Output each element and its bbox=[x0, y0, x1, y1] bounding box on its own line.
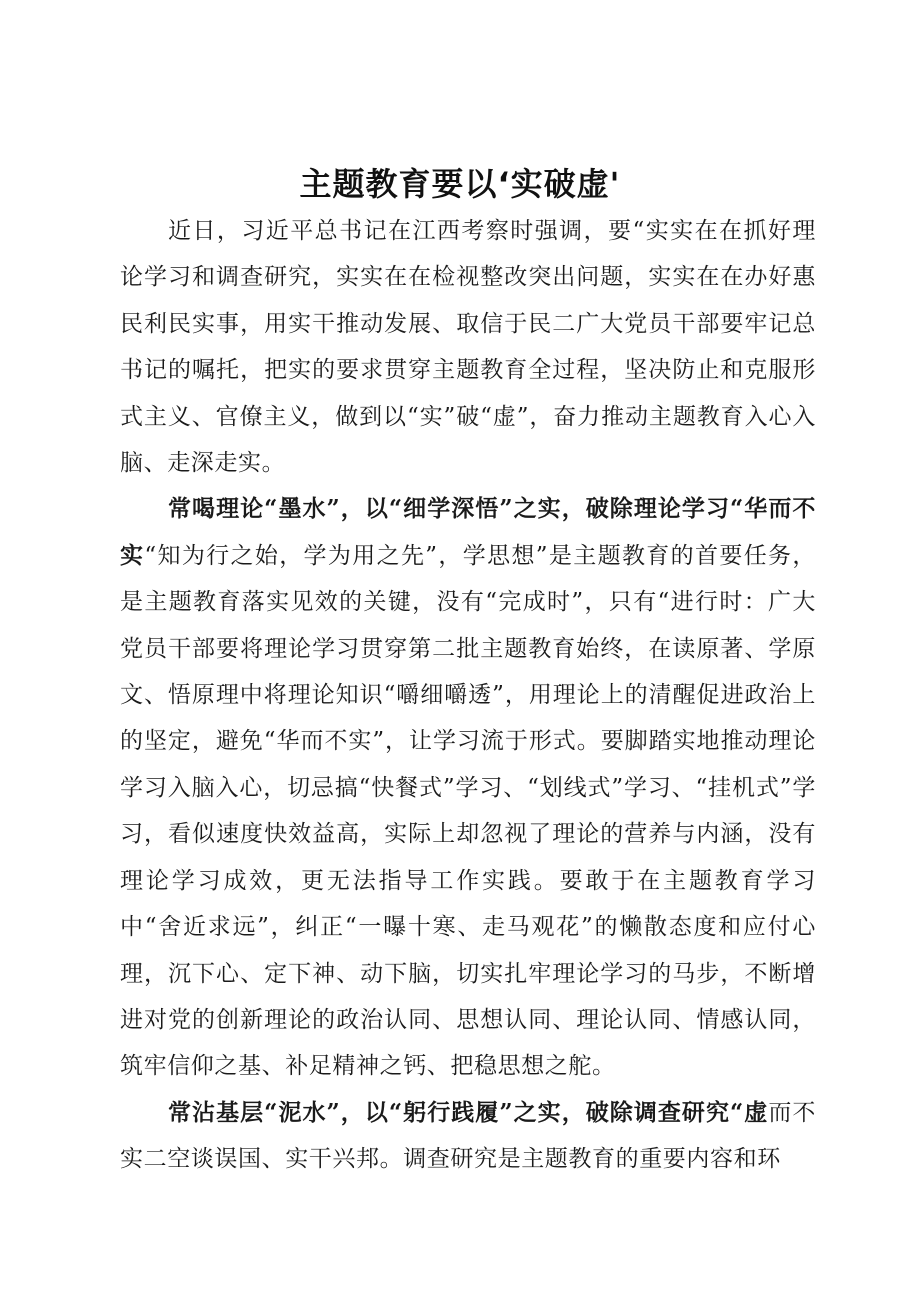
paragraph-field-research bbox=[120, 1090, 816, 1183]
document-title: 主题教育要以‘实破虚' bbox=[299, 165, 621, 203]
paragraph-text: 而不实二空谈误国、实干兴邦。调查研究是主题教育的重要内容和环 bbox=[120, 1099, 816, 1173]
document-body bbox=[120, 208, 816, 1183]
paragraph-text: “知为行之始，学为用之先”，学思想”是主题教育的首要任务，是主题教育落实见效的关键，没有“完成时”，只有“进行时：广大党员干部要将理论学习贯穿第二批主题教育始终，在读原著、学原文、悟原理中将理论知识“嚼细嚼透”，用理论上的清醒促进政治上的坚定，避免“华而不实”，让学习流于形式。要脚踏实地推动理论学习入脑入心，切忌搞“快餐式”学习、“划线式”学习、“挂机式”学习，看似速度快效益高，实际上却忽视了理论的营养与内涵，没有理论学习成效，更无法指导工作实践。要敢于在主题教育学习中“舍近求远”，纠正“一曝十寒、走马观花”的懒散态度和应付心理，沉下心、定下神、动下脑，切实扎牢理论学习的马步，不断增进对党的创新理论的政治认同、思想认同、理论认同、情感认同，筑牢信仰之基、补足精神之钙、把稳思想之舵。 bbox=[120, 542, 816, 1080]
paragraph-lead: 常喝理论“墨水”，以“细学深悟”之实，破除理论学习“华而不实 bbox=[120, 495, 816, 569]
paragraph-text: 近日，习近平总书记在江西考察时强调，要“实实在在抓好理论学习和调查研究，实实在在检视整改突出问题，实实在在办好惠民利民实事，用实干推动发展、取信于民二广大党员干部要牢记总书记的嘱托，把实的要求贯穿主题教育全过程，坚决防止和克服形式主义、官僚主义，做到以“实”破“虚”，奋力推动主题教育入心入脑、走深走实。 bbox=[120, 218, 816, 477]
paragraph-lead: 常沾基层“泥水”，以“躬行践履”之实，破除调查研究“虚 bbox=[168, 1098, 769, 1126]
paragraph-theory-study bbox=[120, 486, 816, 1089]
paragraph-intro bbox=[120, 208, 816, 486]
